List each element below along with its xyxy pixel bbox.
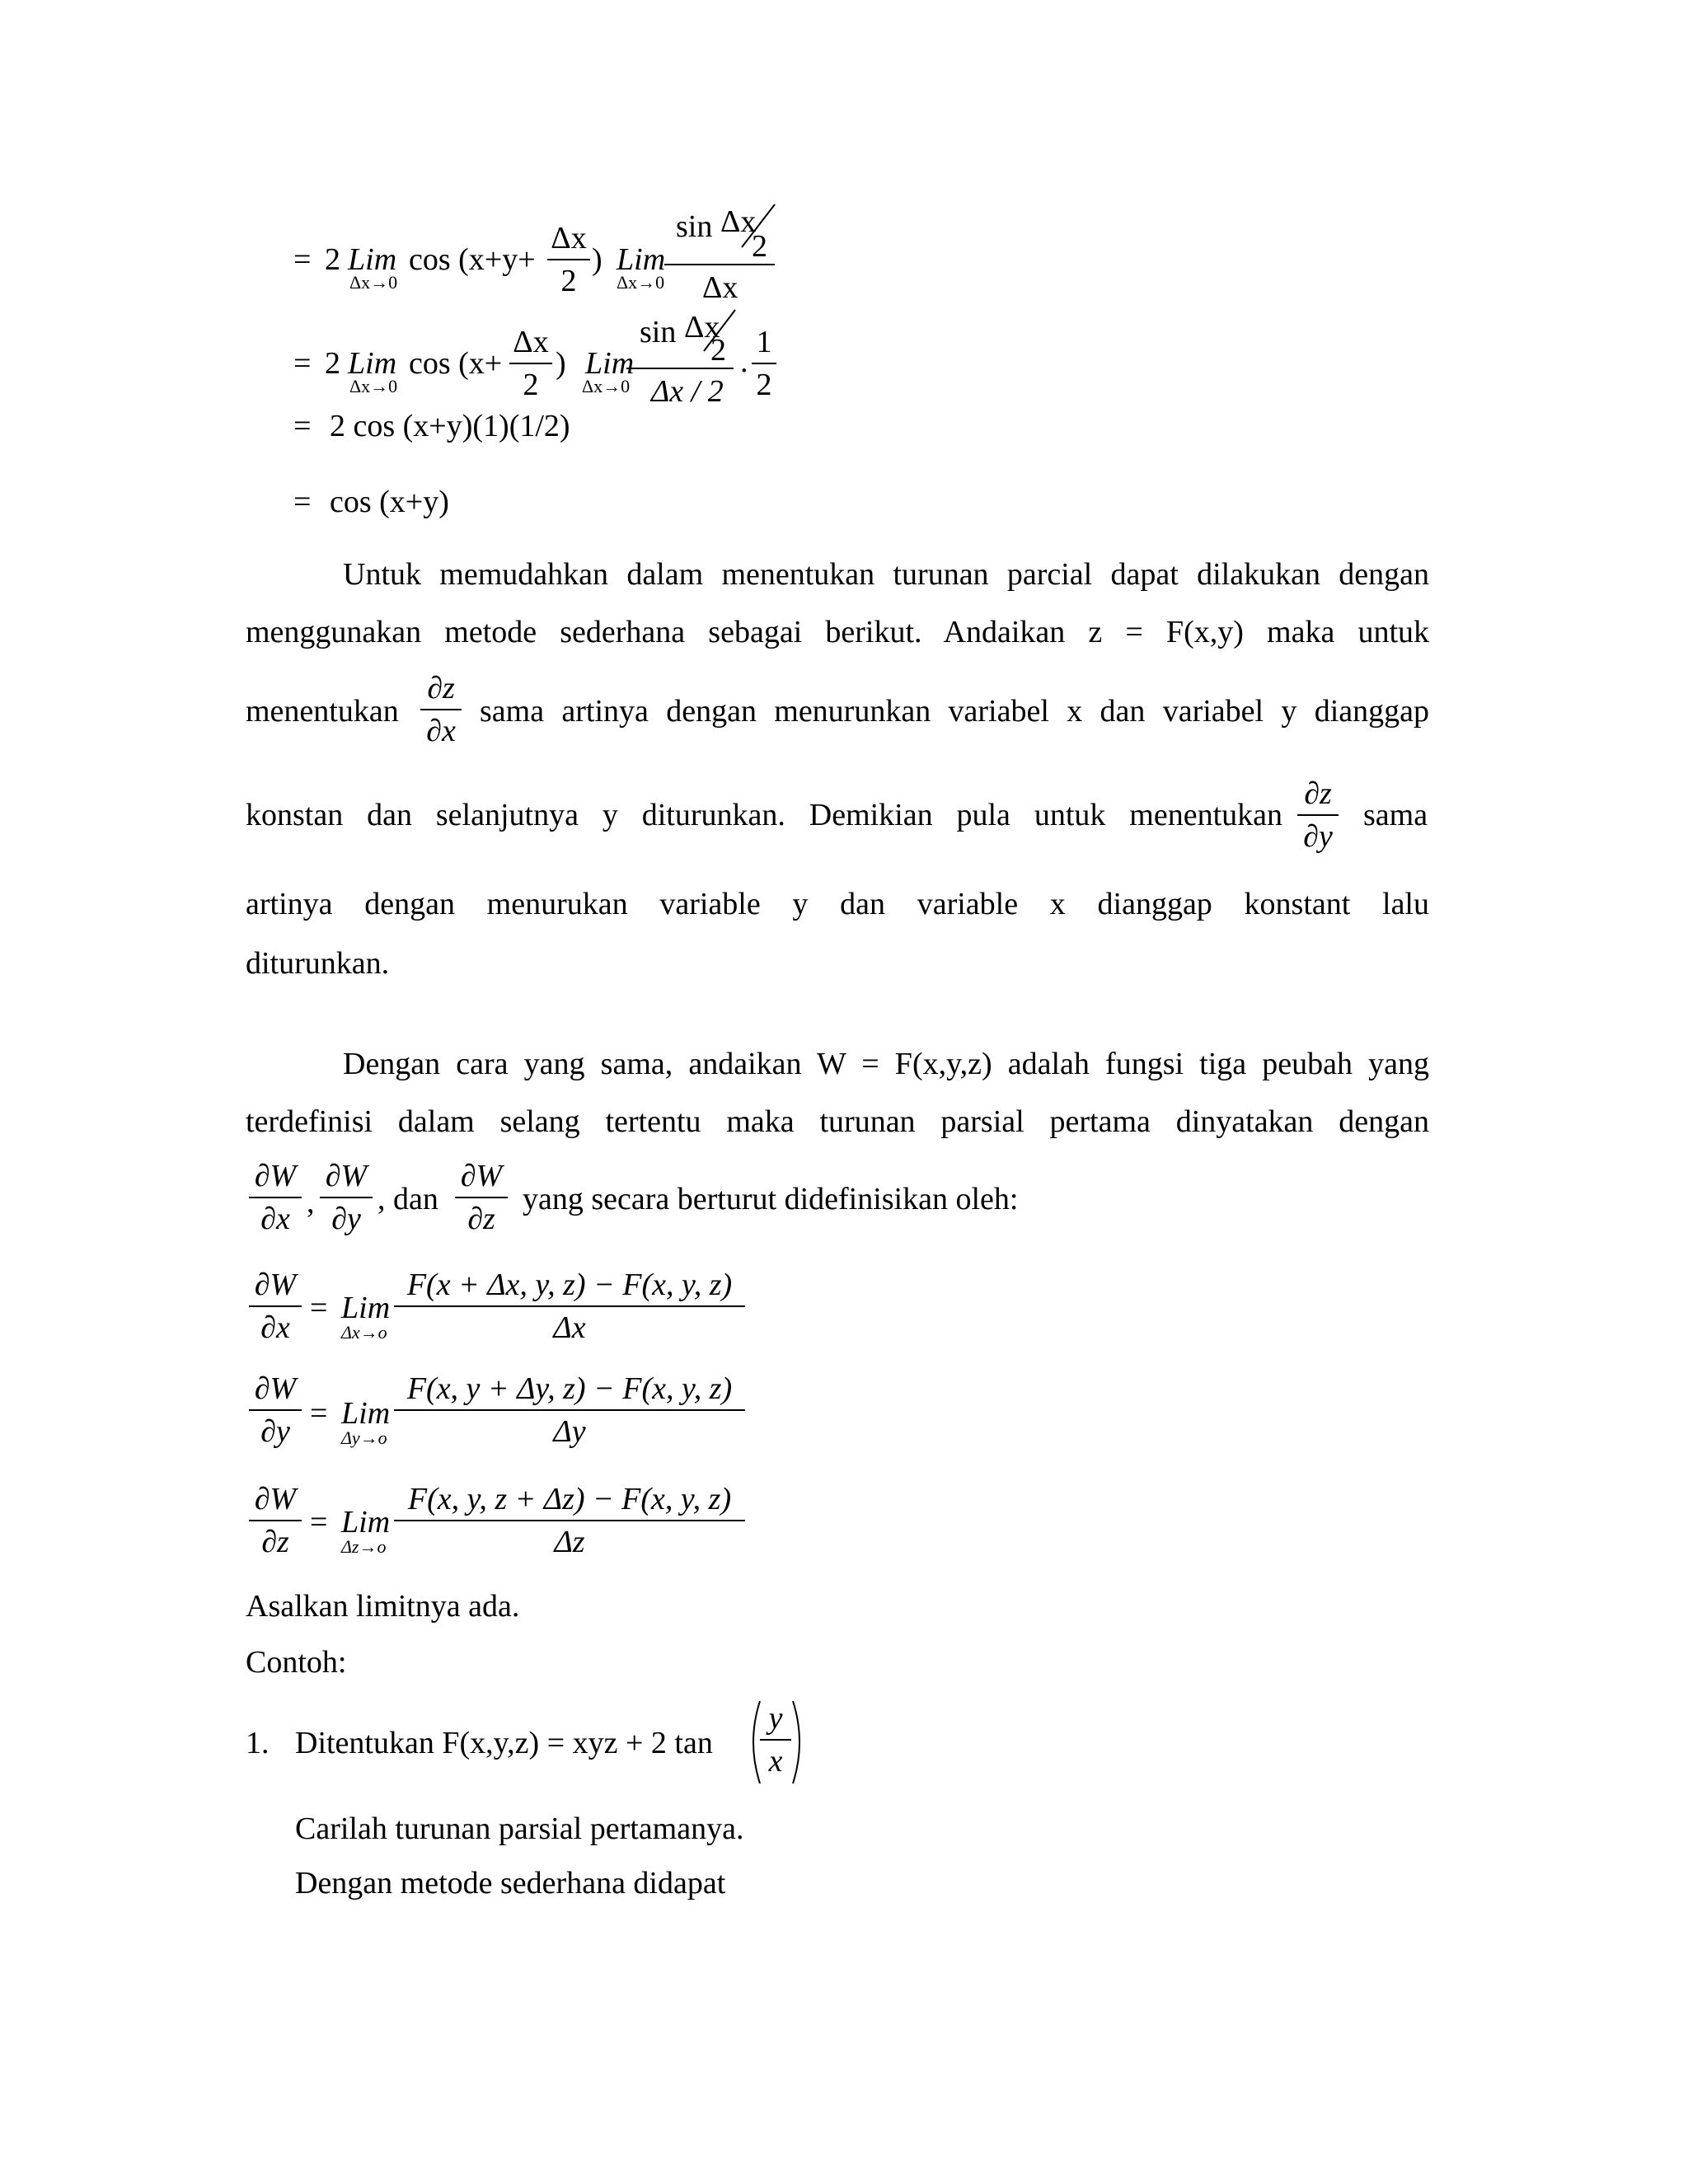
fraction-denominator: Δx: [702, 270, 738, 305]
fraction-dx-over-2: [509, 326, 552, 401]
fraction-lhs: [249, 1373, 302, 1447]
fraction-numerator: F(x, y, z + Δz) − F(x, y, z): [407, 1482, 732, 1516]
lim-operator: Lim: [348, 242, 397, 277]
lim-operator-2: Lim: [617, 242, 666, 277]
fraction-numerator: ∂W: [325, 1159, 368, 1193]
sin-operator: sin: [640, 315, 677, 349]
fraction-bar: [455, 1197, 508, 1198]
lim-operator: Lim: [341, 1505, 391, 1540]
fraction-denominator: Δx / 2: [651, 374, 724, 409]
text-line: menentukan: [246, 694, 399, 729]
fraction-bar: [509, 363, 552, 364]
fraction-bar: [626, 368, 734, 369]
fraction-rhs: [394, 1483, 745, 1558]
fraction-lhs: [249, 1483, 302, 1558]
fraction-numerator: ∂z: [1304, 776, 1332, 811]
lim-subscript: Δx→0: [349, 272, 398, 293]
fraction-numerator: F(x + Δx, y, z) − F(x, y, z): [406, 1268, 733, 1302]
lim-operator: Lim: [348, 346, 397, 381]
fraction-denominator: 2: [560, 264, 577, 298]
item-text: Ditentukan F(x,y,z) = xyz + 2 tan: [295, 1726, 713, 1760]
fraction-bar: [394, 1520, 745, 1521]
fraction-bar: [664, 264, 775, 265]
text-line: Dengan metode sederhana didapat: [295, 1866, 726, 1900]
fraction-numerator: ∂W: [254, 1159, 297, 1193]
lim-subscript: Δx→o: [341, 1322, 387, 1343]
expression: 2 cos (x+y)(1)(1/2): [330, 409, 570, 443]
fraction-rhs: [394, 1269, 745, 1343]
equals-sign: =: [293, 485, 312, 519]
sin-argument: Δx: [720, 204, 757, 239]
fraction-y-over-x: [760, 1703, 791, 1777]
fraction-dz-dy: [1297, 778, 1339, 852]
equals-sign: =: [310, 1396, 328, 1431]
coefficient: 2: [325, 346, 340, 381]
equals-sign: =: [310, 1505, 328, 1540]
fraction-bar: [547, 259, 590, 260]
fraction-bar: [420, 709, 462, 710]
equals-sign: =: [293, 242, 312, 277]
fraction-denominator: ∂y: [331, 1202, 361, 1236]
fraction-bar: [394, 1305, 745, 1307]
fraction-bar: [249, 1409, 302, 1411]
cos-expression: cos (x+y+: [409, 242, 536, 277]
lim-operator: Lim: [341, 1291, 391, 1325]
lim-operator: Lim: [341, 1396, 391, 1431]
fraction-dz-dx: [420, 673, 462, 747]
text-line: Asalkan limitnya ada.: [246, 1589, 520, 1624]
text-line: menggunakan metode sederhana sebagai berikut. Andaikan z = F(x,y) maka untuk: [246, 615, 1429, 649]
text-line: sama artinya dengan menurunkan variabel x dan variabel y dianggap: [480, 694, 1429, 729]
fraction-bar: [249, 1305, 302, 1307]
expression: cos (x+y): [330, 485, 449, 519]
example-heading: Contoh:: [246, 1645, 347, 1680]
fraction-dw-dy: [320, 1160, 373, 1235]
fraction-denominator: ∂x: [260, 1310, 290, 1345]
text-line: terdefinisi dalam selang tertentu maka turunan parsial pertama dinyatakan dengan: [246, 1104, 1429, 1139]
fraction-one-half: [752, 326, 776, 401]
fraction-dw-dx: [249, 1160, 302, 1235]
lim-subscript-2: Δx→0: [617, 272, 665, 293]
fraction-denominator: 2: [756, 368, 772, 402]
equals-sign: =: [293, 346, 312, 381]
fraction-dw-dz: [455, 1160, 508, 1235]
fraction-denominator: x: [768, 1744, 783, 1779]
fraction-denominator: ∂y: [260, 1414, 290, 1449]
fraction-denominator: ∂z: [261, 1525, 289, 1559]
fraction-numerator: Δx: [551, 221, 587, 255]
sin-divisor: 2: [752, 229, 767, 264]
fraction-denominator: ∂x: [260, 1202, 290, 1236]
text-line: diturunkan.: [246, 946, 390, 981]
comma: ,: [307, 1185, 315, 1220]
fraction-numerator: ∂W: [254, 1482, 297, 1516]
close-paren: ): [592, 242, 603, 277]
fraction-denominator: Δy: [553, 1414, 586, 1449]
text-line: yang secara berturut didefinisikan oleh:: [523, 1182, 1019, 1216]
close-paren: ): [556, 346, 566, 381]
list-number: 1.: [246, 1726, 270, 1760]
sin-operator: sin: [676, 209, 713, 244]
fraction-bar: [394, 1409, 745, 1411]
text-line: sama: [1363, 798, 1428, 832]
fraction-denominator: ∂z: [467, 1202, 495, 1236]
lim-subscript: Δz→o: [341, 1536, 387, 1557]
fraction-numerator: ∂z: [427, 671, 455, 705]
sin-argument: Δx: [684, 310, 720, 344]
fraction-bar: [320, 1197, 373, 1198]
fraction-dx-over-2: [547, 223, 590, 297]
fraction-numerator: ∂W: [460, 1159, 503, 1193]
right-paren: [790, 1699, 808, 1785]
fraction-bar: [249, 1197, 302, 1198]
fraction-bar: [752, 363, 776, 364]
multiply-dot: .: [740, 344, 748, 379]
lim-subscript: Δx→0: [349, 376, 398, 396]
fraction-numerator: Δx: [513, 325, 549, 359]
cos-expression: cos (x+: [409, 346, 503, 381]
fraction-bar: [1297, 814, 1339, 816]
text-dan: , dan: [377, 1182, 438, 1216]
text-line: artinya dengan menurukan variable y dan variable x dianggap konstant lalu: [246, 887, 1429, 921]
fraction-denominator: ∂y: [1303, 819, 1333, 854]
text-line: Dengan cara yang sama, andaikan W = F(x,y,z) adalah fungsi tiga peubah yang: [343, 1047, 1429, 1081]
fraction-bar: [760, 1739, 791, 1741]
fraction-rhs: [394, 1373, 745, 1447]
equals-sign: =: [310, 1291, 328, 1325]
text-line: konstan dan selanjutnya y diturunkan. Demikian pula untuk menentukan: [246, 798, 1282, 832]
fraction-numerator: F(x, y + Δy, z) − F(x, y, z): [406, 1371, 733, 1406]
equals-sign: =: [293, 409, 312, 443]
coefficient: 2: [325, 242, 340, 277]
lim-subscript: Δy→o: [341, 1427, 387, 1448]
fraction-denominator: 2: [523, 368, 539, 402]
fraction-denominator: Δz: [554, 1525, 585, 1559]
lim-subscript-2: Δx→0: [582, 376, 631, 396]
fraction-bar: [249, 1520, 302, 1521]
fraction-numerator: ∂W: [254, 1371, 297, 1406]
fraction-lhs: [249, 1269, 302, 1343]
text-line: Carilah turunan parsial pertamanya.: [295, 1811, 744, 1846]
lim-operator-2: Lim: [585, 346, 635, 381]
fraction-numerator: y: [768, 1701, 783, 1736]
fraction-denominator: Δx: [553, 1310, 586, 1345]
text-line: Untuk memudahkan dalam menentukan turunan parcial dapat dilakukan dengan: [343, 557, 1429, 592]
fraction-denominator: ∂x: [426, 714, 456, 748]
sin-divisor: 2: [710, 333, 726, 368]
fraction-numerator: ∂W: [254, 1268, 297, 1302]
fraction-numerator: 1: [756, 325, 772, 359]
